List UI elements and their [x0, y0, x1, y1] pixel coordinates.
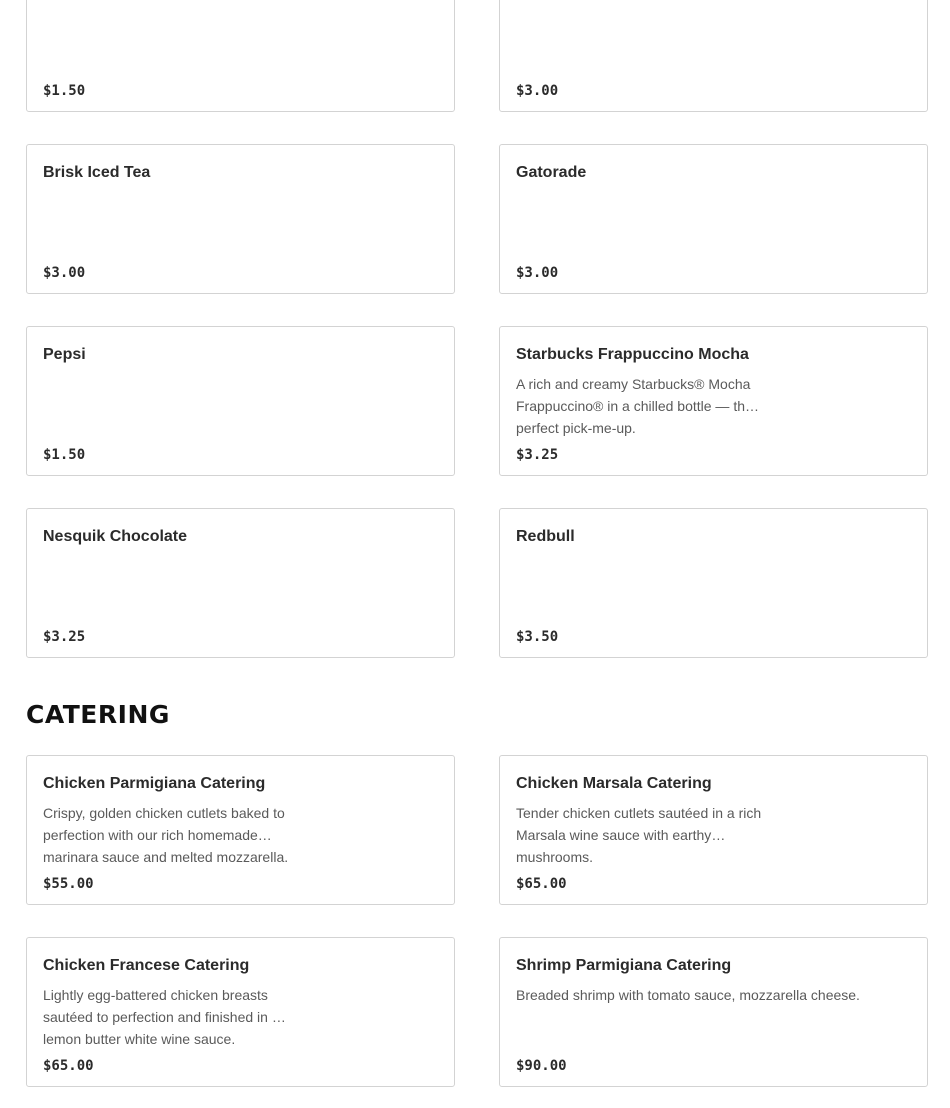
- item-price: $3.00: [516, 83, 559, 99]
- item-price: $65.00: [43, 1058, 94, 1074]
- item-name: Pepsi: [43, 346, 86, 363]
- item-name: Chicken Francese Catering: [43, 957, 250, 974]
- item-price: $65.00: [516, 876, 567, 892]
- menu-item-card-chicken-parmigiana-catering[interactable]: [26, 755, 455, 905]
- menu-item-card-gatorade[interactable]: [499, 144, 928, 294]
- item-price: $3.25: [43, 629, 86, 645]
- section-title-catering: CATERING: [26, 700, 170, 729]
- item-name: Redbull: [516, 528, 575, 545]
- menu-item-card-nesquik-chocolate[interactable]: [26, 508, 455, 658]
- menu-item-card-shrimp-parmigiana-catering[interactable]: [499, 937, 928, 1087]
- item-price: $55.00: [43, 876, 94, 892]
- menu-item-card-brisk-iced-tea[interactable]: [26, 144, 455, 294]
- menu-item-card-redbull[interactable]: [499, 508, 928, 658]
- item-description: Lightly egg-battered chicken breasts sautéed to perfection and finished in a lemon butter white wine sauce.: [43, 987, 280, 1047]
- catering-grid: [26, 755, 928, 1087]
- item-name: Chicken Marsala Catering: [516, 775, 712, 792]
- item-name: Gatorade: [516, 164, 587, 181]
- item-price: $1.50: [43, 447, 86, 463]
- item-name: Nesquik Chocolate: [43, 528, 188, 545]
- item-price: $3.50: [516, 629, 559, 645]
- drinks-grid: [26, 0, 928, 658]
- item-name: Shrimp Parmigiana Catering: [516, 957, 732, 974]
- menu-item-card-chicken-francese-catering[interactable]: [26, 937, 455, 1087]
- menu-item-card-starbucks-frappuccino-mocha[interactable]: [499, 326, 928, 476]
- item-description: A rich and creamy Starbucks® Mocha Frappuccino® in a chilled bottle — the perfect pick-me-up.: [516, 376, 753, 436]
- item-description: Tender chicken cutlets sautéed in a rich Marsala wine sauce with earthy mushrooms.: [516, 805, 762, 865]
- menu-item-card[interactable]: [499, 0, 928, 112]
- item-price: $1.50: [43, 83, 86, 99]
- item-name: Brisk Iced Tea: [43, 164, 151, 181]
- menu-item-card[interactable]: [26, 0, 455, 112]
- item-price: $90.00: [516, 1058, 567, 1074]
- item-price: $3.25: [516, 447, 559, 463]
- item-name: Starbucks Frappuccino Mocha: [516, 346, 749, 363]
- item-name: Chicken Parmigiana Catering: [43, 775, 266, 792]
- menu-item-card-pepsi[interactable]: [26, 326, 455, 476]
- item-price: $3.00: [43, 265, 86, 281]
- item-description: Breaded shrimp with tomato sauce, mozzarella cheese.: [516, 987, 860, 1003]
- item-price: $3.00: [516, 265, 559, 281]
- item-description: Crispy, golden chicken cutlets baked to perfection with our rich homemade marinara sauce and melted mozzarella.: [43, 805, 289, 865]
- menu-item-card-chicken-marsala-catering[interactable]: [499, 755, 928, 905]
